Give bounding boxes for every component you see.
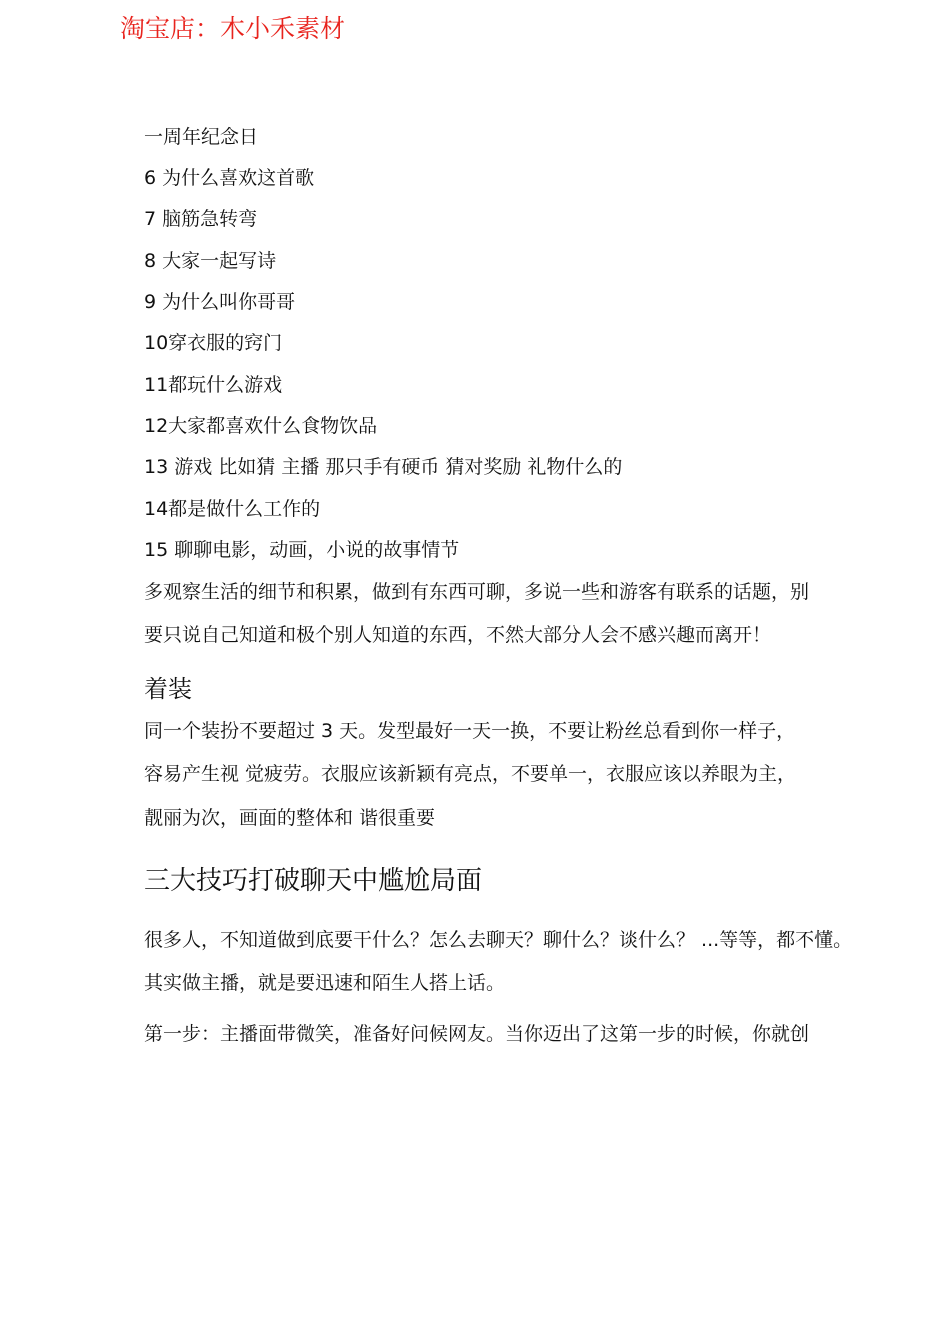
dress-line-2: 容易产生视 觉疲劳。衣服应该新颖有亮点，不要单一，衣服应该以养眼为主， bbox=[144, 763, 797, 785]
topic-line-11: 11都玩什么游戏 bbox=[144, 374, 283, 396]
topic-line-10: 10穿衣服的窍门 bbox=[144, 332, 283, 354]
tips-line-1: 很多人，不知道做到底要干什么？怎么去聊天？聊什么？谈什么？ ...等等，都不懂。 bbox=[144, 929, 853, 951]
tips-line-3: 第一步：主播面带微笑，准备好问候网友。当你迈出了这第一步的时候，你就创 bbox=[144, 1023, 810, 1045]
topic-line-1: 一周年纪念日 bbox=[144, 126, 259, 148]
topic-line-15: 15 聊聊电影，动画，小说的故事情节 bbox=[144, 539, 460, 561]
topic-line-14: 14都是做什么工作的 bbox=[144, 498, 321, 520]
dress-line-1: 同一个装扮不要超过 3 天。发型最好一天一换，不要让粉丝总看到你一样子， bbox=[144, 720, 796, 742]
tips-heading: 三大技巧打破聊天中尴尬局面 bbox=[144, 866, 483, 896]
advice-line-2: 要只说自己知道和极个别人知道的东西，不然大部分人会不感兴趣而离开！ bbox=[144, 624, 772, 646]
topic-line-8: 8 大家一起写诗 bbox=[144, 250, 277, 272]
topic-line-13: 13 游戏 比如猜 主播 那只手有硬币 猜对奖励 礼物什么的 bbox=[144, 456, 623, 478]
shop-header: 淘宝店：木小禾素材 bbox=[120, 14, 346, 43]
topic-line-6: 6 为什么喜欢这首歌 bbox=[144, 167, 315, 189]
dress-heading: 着装 bbox=[144, 675, 192, 703]
topic-line-7: 7 脑筋急转弯 bbox=[144, 208, 258, 230]
tips-line-2: 其实做主播，就是要迅速和陌生人搭上话。 bbox=[144, 972, 506, 994]
topic-line-12: 12大家都喜欢什么食物饮品 bbox=[144, 415, 378, 437]
dress-line-3: 靓丽为次，画面的整体和 谐很重要 bbox=[144, 807, 436, 829]
topic-line-9: 9 为什么叫你哥哥 bbox=[144, 291, 296, 313]
advice-line-1: 多观察生活的细节和积累，做到有东西可聊，多说一些和游客有联系的话题，别 bbox=[144, 581, 810, 603]
